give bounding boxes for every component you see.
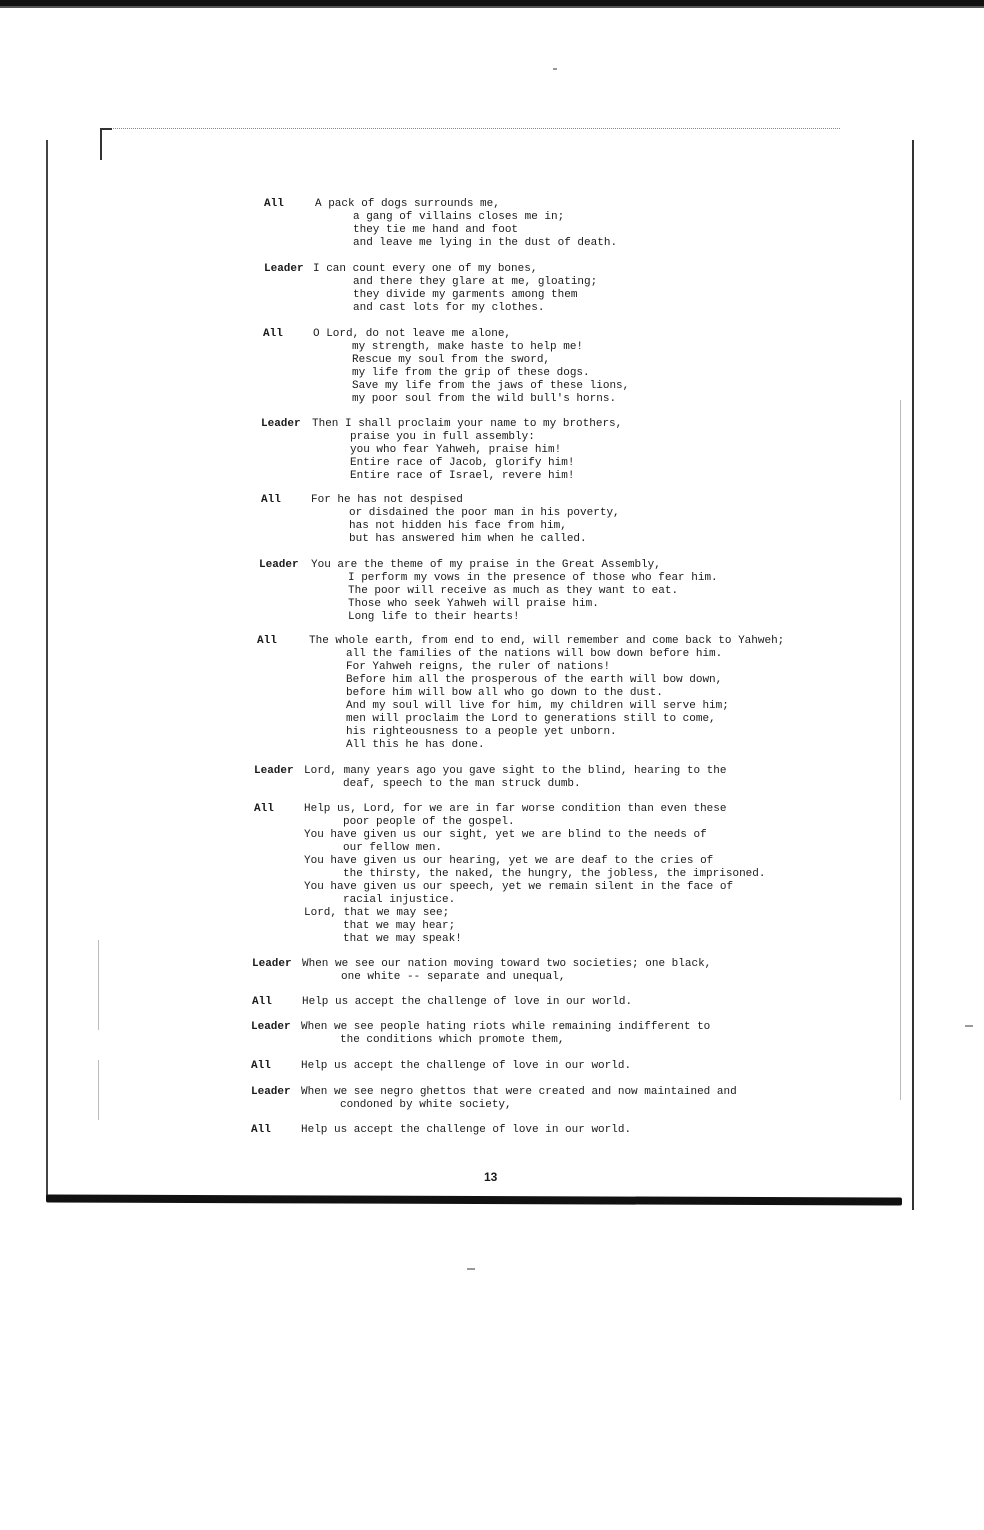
corner-mark xyxy=(100,128,112,160)
reading-line: When we see our nation moving toward two societies; one black, xyxy=(302,958,712,970)
speaker-label: Leader xyxy=(259,559,299,571)
reading-line: Long life to their hearts! xyxy=(348,611,520,623)
speaker-label: All xyxy=(264,198,284,210)
reading-line: they divide my garments among them xyxy=(353,289,578,301)
reading-line: The whole earth, from end to end, will remember and come back to Yahweh; xyxy=(309,635,785,647)
reading-line: poor people of the gospel. xyxy=(343,816,515,828)
reading-line: Entire race of Jacob, glorify him! xyxy=(350,457,575,469)
scan-speck xyxy=(965,1025,973,1027)
speaker-label: Leader xyxy=(251,1021,291,1033)
reading-line: a gang of villains closes me in; xyxy=(353,211,565,223)
top-border-shadow xyxy=(0,6,984,8)
top-dotted-rule xyxy=(100,128,840,129)
reading-line: deaf, speech to the man struck dumb. xyxy=(343,778,581,790)
reading-line: before him will bow all who go down to the dust. xyxy=(346,687,663,699)
reading-line: all the families of the nations will bow down before him. xyxy=(346,648,723,660)
reading-line: You have given us our speech, yet we remain silent in the face of xyxy=(304,881,734,893)
bottom-border xyxy=(46,1195,902,1206)
speaker-label: All xyxy=(251,1124,271,1136)
reading-line: When we see negro ghettos that were created and now maintained and xyxy=(301,1086,737,1098)
speaker-label: Leader xyxy=(264,263,304,275)
speaker-label: All xyxy=(254,803,274,815)
reading-line: Help us accept the challenge of love in our world. xyxy=(301,1124,632,1136)
reading-line: or disdained the poor man in his poverty, xyxy=(349,507,620,519)
reading-line: you who fear Yahweh, praise him! xyxy=(350,444,562,456)
reading-line: I perform my vows in the presence of those who fear him. xyxy=(348,572,718,584)
speaker-label: All xyxy=(257,635,277,647)
reading-line: Then I shall proclaim your name to my brothers, xyxy=(312,418,623,430)
scan-speck xyxy=(467,1268,475,1270)
reading-line: and cast lots for my clothes. xyxy=(353,302,545,314)
reading-line: and there they glare at me, gloating; xyxy=(353,276,598,288)
reading-line: Help us accept the challenge of love in our world. xyxy=(302,996,633,1008)
reading-line: and leave me lying in the dust of death. xyxy=(353,237,618,249)
reading-line: When we see people hating riots while remaining indifferent to xyxy=(301,1021,711,1033)
reading-line: You are the theme of my praise in the Great Assembly, xyxy=(311,559,661,571)
reading-line: Before him all the prosperous of the earth will bow down, xyxy=(346,674,723,686)
reading-line: has not hidden his face from him, xyxy=(349,520,567,532)
reading-line: the conditions which promote them, xyxy=(340,1034,565,1046)
reading-line: Lord, that we may see; xyxy=(304,907,450,919)
reading-line: praise you in full assembly: xyxy=(350,431,535,443)
reading-line: our fellow men. xyxy=(343,842,443,854)
scan-speck xyxy=(553,68,557,70)
reading-line: Save my life from the jaws of these lions, xyxy=(352,380,630,392)
speaker-label: All xyxy=(263,328,283,340)
reading-line: Rescue my soul from the sword, xyxy=(352,354,551,366)
scan-artifact-line xyxy=(900,400,901,1100)
speaker-label: Leader xyxy=(251,1086,291,1098)
reading-line: racial injustice. xyxy=(343,894,456,906)
reading-line: Help us accept the challenge of love in our world. xyxy=(301,1060,632,1072)
page-number: 13 xyxy=(484,1170,498,1184)
scan-artifact-line xyxy=(98,940,99,1030)
reading-line: Those who seek Yahweh will praise him. xyxy=(348,598,599,610)
reading-line: The poor will receive as much as they want to eat. xyxy=(348,585,679,597)
left-page-edge xyxy=(46,140,48,1200)
reading-line: A pack of dogs surrounds me, xyxy=(315,198,500,210)
reading-line: the thirsty, the naked, the hungry, the jobless, the imprisoned. xyxy=(343,868,766,880)
reading-line: O Lord, do not leave me alone, xyxy=(313,328,512,340)
reading-line: I can count every one of my bones, xyxy=(313,263,538,275)
reading-line: one white -- separate and unequal, xyxy=(341,971,566,983)
reading-line: All this he has done. xyxy=(346,739,485,751)
reading-line: they tie me hand and foot xyxy=(353,224,519,236)
reading-line: Lord, many years ago you gave sight to the blind, hearing to the xyxy=(304,765,727,777)
speaker-label: All xyxy=(261,494,281,506)
reading-line: For Yahweh reigns, the ruler of nations! xyxy=(346,661,611,673)
reading-line: Help us, Lord, for we are in far worse condition than even these xyxy=(304,803,727,815)
reading-line: that we may hear; xyxy=(343,920,456,932)
speaker-label: All xyxy=(251,1060,271,1072)
reading-line: men will proclaim the Lord to generations still to come, xyxy=(346,713,716,725)
scan-artifact-line xyxy=(98,1060,99,1120)
right-page-edge xyxy=(912,140,914,1210)
speaker-label: Leader xyxy=(252,958,292,970)
reading-line: my strength, make haste to help me! xyxy=(352,341,584,353)
speaker-label: All xyxy=(252,996,272,1008)
reading-line: that we may speak! xyxy=(343,933,462,945)
reading-line: Entire race of Israel, revere him! xyxy=(350,470,575,482)
reading-line: my life from the grip of these dogs. xyxy=(352,367,590,379)
reading-line: his righteousness to a people yet unborn. xyxy=(346,726,617,738)
reading-line: You have given us our sight, yet we are blind to the needs of xyxy=(304,829,707,841)
reading-line: For he has not despised xyxy=(311,494,463,506)
reading-line: You have given us our hearing, yet we are deaf to the cries of xyxy=(304,855,714,867)
speaker-label: Leader xyxy=(254,765,294,777)
reading-line: my poor soul from the wild bull's horns. xyxy=(352,393,617,405)
speaker-label: Leader xyxy=(261,418,301,430)
reading-line: And my soul will live for him, my children will serve him; xyxy=(346,700,729,712)
reading-line: condoned by white society, xyxy=(340,1099,512,1111)
reading-line: but has answered him when he called. xyxy=(349,533,587,545)
